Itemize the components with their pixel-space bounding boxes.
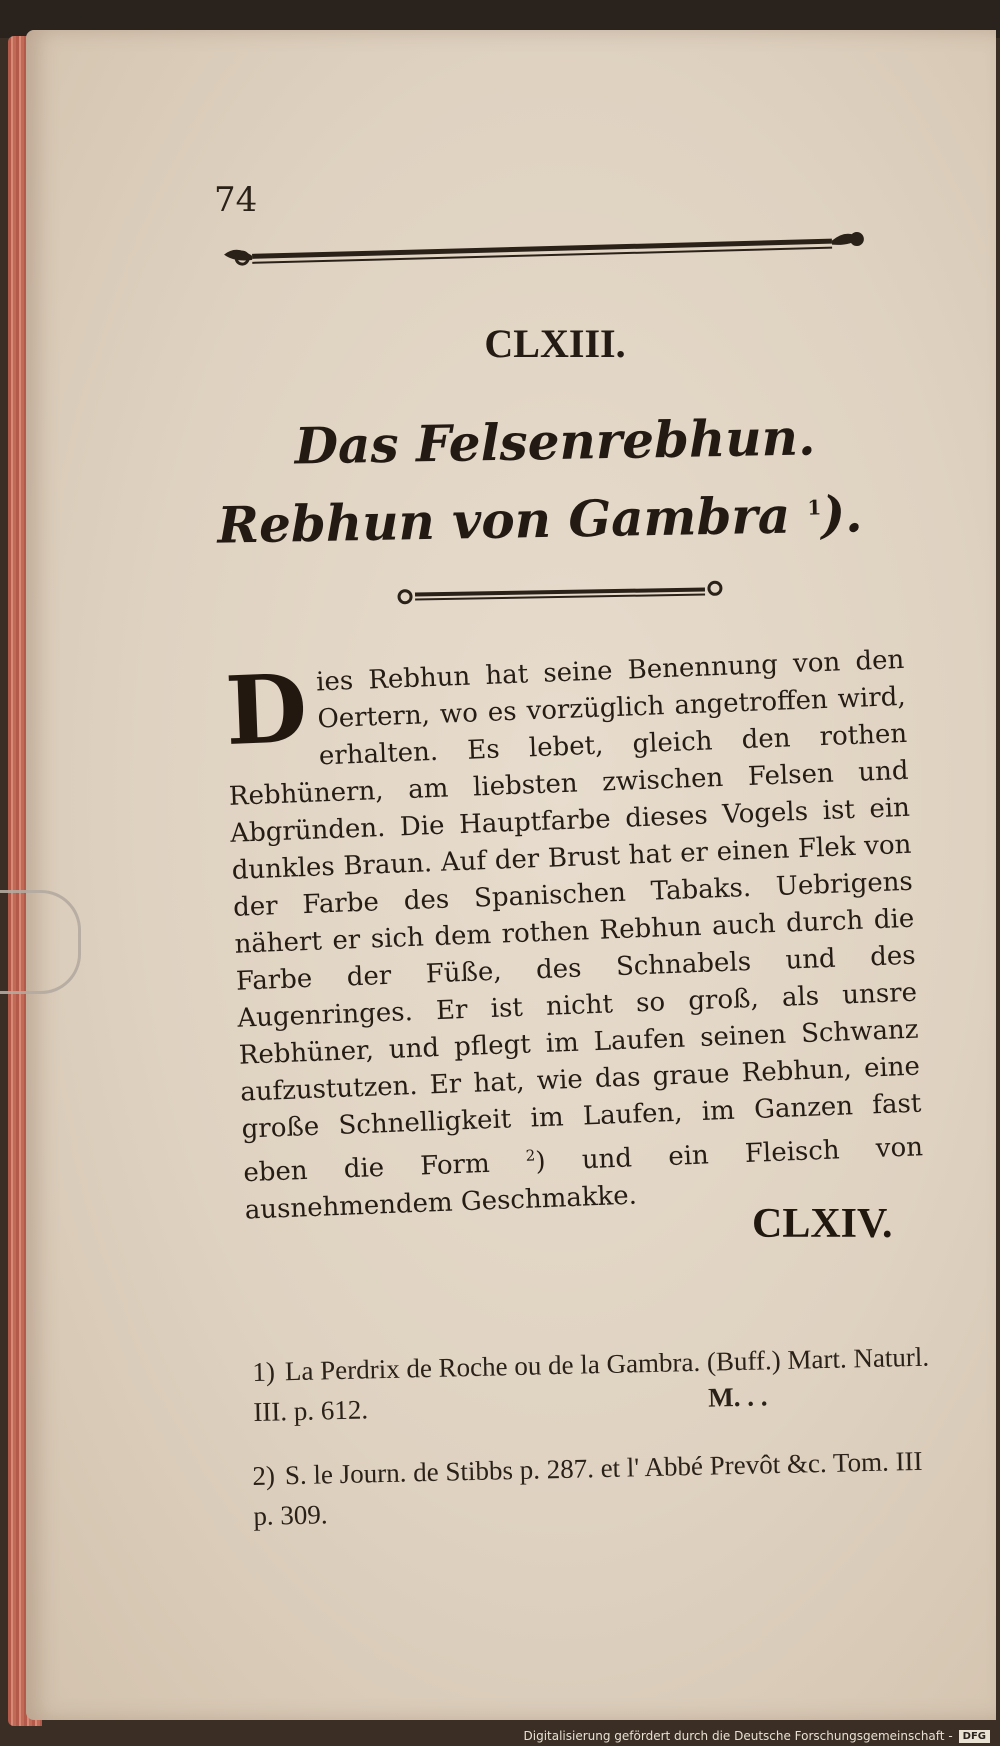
footnote-number: 1) — [252, 1356, 276, 1387]
chapter-title-line1: Das Felsenrebhun. — [294, 407, 816, 476]
title-footnote-ref: 1 — [807, 495, 822, 520]
title-line2-end: ). — [820, 484, 863, 545]
footnote-text: La Perdrix de Roche ou de la Gambra. (Buff.) Mart. Naturl. III. p. 612. — [253, 1341, 930, 1427]
body-paragraph — [224, 642, 925, 1229]
page-number: 74 — [214, 180, 258, 220]
footnote-trailing: M. . . — [707, 1381, 768, 1413]
footnote-number: 2) — [252, 1460, 276, 1491]
title-ornament-rule — [390, 578, 730, 608]
body-footnote-ref: 2 — [525, 1146, 536, 1165]
footnote-1 — [252, 1337, 934, 1432]
body-text: ies Rebhun hat seine Benennung von den Oertern, wo es vorzüglich angetroffen wird, erhalten. Es lebet, gleich den rothen Rebhünern, am liebsten zwischen Felsen und Abgründen. Die Hauptfarbe dieses Vogels ist ein dunkles Braun. Auf der Brust hat er einen Flek von der Farbe des Spanischen Tabaks. Uebrigens nähert er sich dem rothen Rebhun auch durch die Farbe der Füße, des Schnabels und des Augenringes. Er ist nicht so groß, als unsre Rebhüner, und pflegt im Laufen seinen Schwanz aufzustutzen. Er hat, wie das graue Rebhun, eine große Schnelligkeit im Laufen, im Ganzen fast eben die Form — [228, 644, 922, 1189]
chapter-numeral: CLXIII. — [484, 321, 626, 366]
dfg-logo: DFG — [959, 1730, 990, 1743]
digitization-credit — [524, 1729, 991, 1743]
page-clip — [0, 890, 81, 994]
catchword: CLXIV. — [752, 1201, 893, 1247]
drop-cap: D — [223, 653, 310, 767]
title-line2-text: Rebhun von Gambra — [216, 485, 791, 555]
footnote-2 — [252, 1441, 934, 1536]
credit-text: Digitalisierung gefördert durch die Deutsche Forschungsgemeinschaft - — [523, 1729, 953, 1743]
body-text-end: ) und ein Fleisch von ausnehmendem Geschmakke. — [244, 1132, 924, 1226]
top-ornament-rule — [212, 228, 892, 268]
footnote-text: S. le Journ. de Stibbs p. 287. et l' Abbé Prevôt &c. Tom. III p. 309. — [253, 1445, 923, 1531]
